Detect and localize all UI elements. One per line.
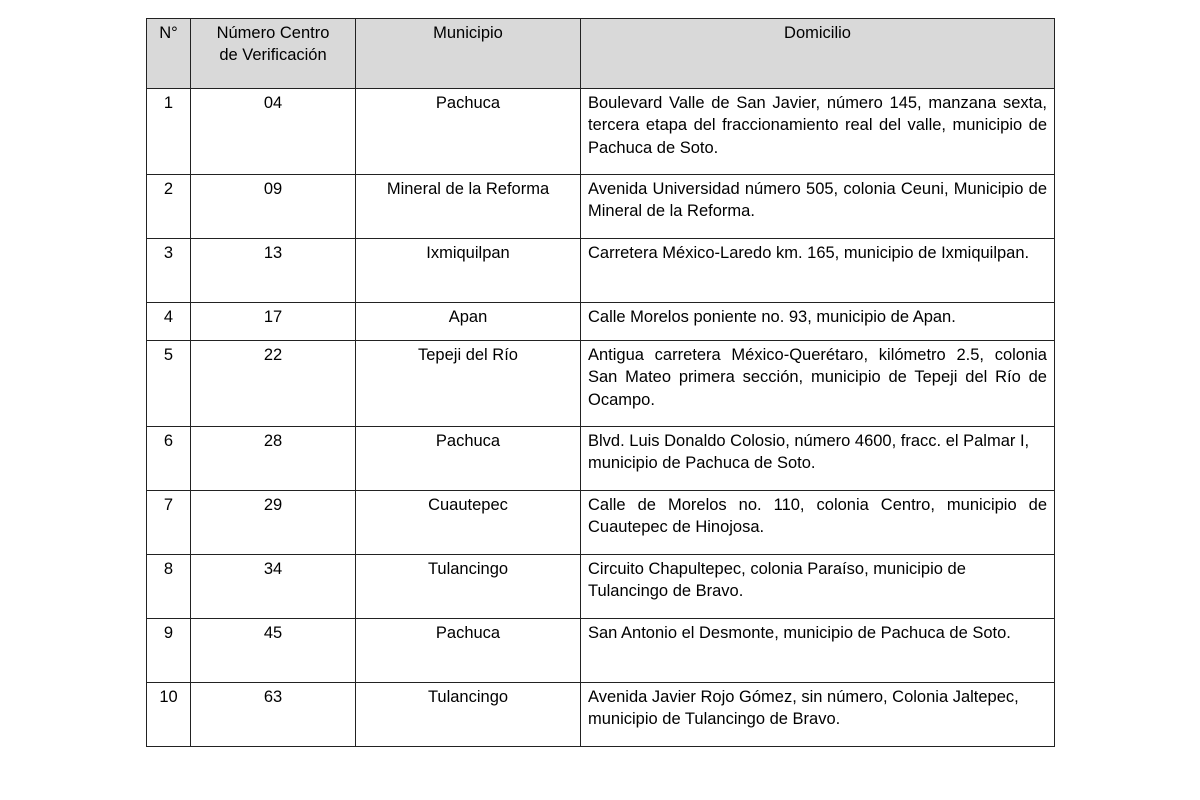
cell-centro-verificacion: 34	[191, 555, 356, 619]
cell-centro-verificacion: 29	[191, 491, 356, 555]
cell-numero: 8	[147, 555, 191, 619]
cell-centro-verificacion: 04	[191, 89, 356, 175]
cell-municipio: Cuautepec	[356, 491, 581, 555]
cell-municipio: Pachuca	[356, 619, 581, 683]
cell-municipio: Ixmiquilpan	[356, 239, 581, 303]
cell-numero: 10	[147, 683, 191, 747]
cell-municipio: Pachuca	[356, 89, 581, 175]
cell-municipio: Tulancingo	[356, 555, 581, 619]
cell-domicilio: Antigua carretera México-Querétaro, kilómetro 2.5, colonia San Mateo primera sección, municipio de Tepeji del Río de Ocampo.	[581, 341, 1055, 427]
cell-centro-verificacion: 13	[191, 239, 356, 303]
column-header-domicilio: Domicilio	[581, 19, 1055, 89]
cell-municipio: Tepeji del Río	[356, 341, 581, 427]
cell-domicilio: Circuito Chapultepec, colonia Paraíso, municipio de Tulancingo de Bravo.	[581, 555, 1055, 619]
cell-domicilio: Avenida Universidad número 505, colonia Ceuni, Municipio de Mineral de la Reforma.	[581, 175, 1055, 239]
cell-centro-verificacion: 45	[191, 619, 356, 683]
cell-centro-verificacion: 17	[191, 303, 356, 341]
column-header-numero: N°	[147, 19, 191, 89]
cell-domicilio: Boulevard Valle de San Javier, número 145, manzana sexta, tercera etapa del fraccionamiento real del valle, municipio de Pachuca de Soto.	[581, 89, 1055, 175]
table-row	[147, 491, 1055, 555]
cell-numero: 4	[147, 303, 191, 341]
cell-domicilio: Calle de Morelos no. 110, colonia Centro, municipio de Cuautepec de Hinojosa.	[581, 491, 1055, 555]
table-row	[147, 555, 1055, 619]
cell-domicilio: Calle Morelos poniente no. 93, municipio de Apan.	[581, 303, 1055, 341]
column-header-centro-line2: de Verificación	[219, 46, 327, 65]
cell-domicilio: San Antonio el Desmonte, municipio de Pachuca de Soto.	[581, 619, 1055, 683]
cell-municipio: Apan	[356, 303, 581, 341]
table-row	[147, 341, 1055, 427]
table-row	[147, 683, 1055, 747]
cell-numero: 5	[147, 341, 191, 427]
table-row	[147, 427, 1055, 491]
cell-municipio: Tulancingo	[356, 683, 581, 747]
cell-numero: 6	[147, 427, 191, 491]
table-header	[147, 19, 1055, 89]
table-body	[147, 89, 1055, 747]
cell-municipio: Mineral de la Reforma	[356, 175, 581, 239]
column-header-municipio: Municipio	[356, 19, 581, 89]
cell-numero: 7	[147, 491, 191, 555]
cell-centro-verificacion: 09	[191, 175, 356, 239]
cell-centro-verificacion: 63	[191, 683, 356, 747]
table-row	[147, 303, 1055, 341]
column-header-centro-verificacion	[191, 19, 356, 89]
cell-numero: 1	[147, 89, 191, 175]
table-row	[147, 175, 1055, 239]
table-row	[147, 239, 1055, 303]
verification-centers-table	[146, 18, 1055, 747]
cell-numero: 9	[147, 619, 191, 683]
cell-numero: 2	[147, 175, 191, 239]
cell-centro-verificacion: 28	[191, 427, 356, 491]
table-row	[147, 619, 1055, 683]
table-row	[147, 89, 1055, 175]
column-header-centro-line1: Número Centro	[216, 24, 330, 42]
cell-numero: 3	[147, 239, 191, 303]
cell-municipio: Pachuca	[356, 427, 581, 491]
cell-domicilio: Carretera México-Laredo km. 165, municipio de Ixmiquilpan.	[581, 239, 1055, 303]
table-header-row	[147, 19, 1055, 89]
cell-domicilio: Blvd. Luis Donaldo Colosio, número 4600, fracc. el Palmar I, municipio de Pachuca de Soto.	[581, 427, 1055, 491]
cell-domicilio: Avenida Javier Rojo Gómez, sin número, Colonia Jaltepec, municipio de Tulancingo de Bravo.	[581, 683, 1055, 747]
cell-centro-verificacion: 22	[191, 341, 356, 427]
